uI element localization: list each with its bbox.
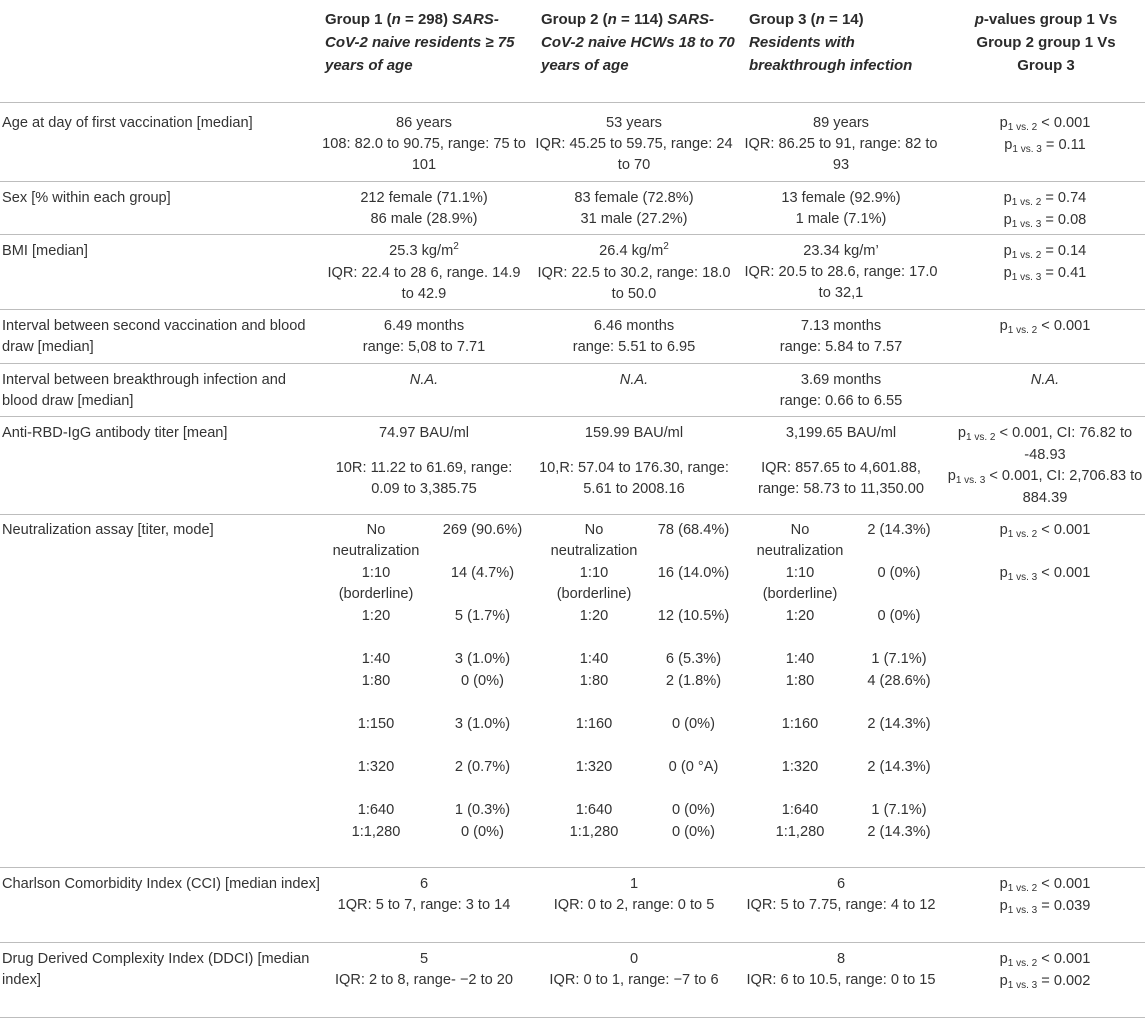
neut-g3-count: 0 (0%) bbox=[877, 608, 921, 624]
divider bbox=[0, 942, 1145, 943]
divider bbox=[0, 1017, 1145, 1018]
neut-pvalues: $p_{1 vs. 2} < 0.001$ $p_{1 vs. 3} < 0.001$ bbox=[999, 522, 1091, 583]
interval2-group2: 6.46 months range: 5.51 to 6.95 bbox=[572, 318, 696, 355]
rbd-group2: 159.99 BAU/ml 10,R: 57.04 to 176.30, range: 5.61 to 2008.16 bbox=[539, 425, 729, 497]
bmi-group3: 23.34 kg/m’ IQR: 20.5 to 28.6, range: 17.0 to 32,1 bbox=[744, 243, 938, 301]
neut-titer-label: 1:10 (borderline) bbox=[556, 565, 632, 602]
age-pvalues: $p_{1 vs. 2} < 0.001$ $p_{1 vs. 3} = 0.11$ bbox=[999, 115, 1091, 155]
neut-titer-label: 1:20 bbox=[785, 608, 815, 624]
header-group1: Group 1 (n = 298) SARS-CoV-2 naive residents ≥ 75 years of age bbox=[325, 11, 515, 74]
neut-g3-count: 0 (0%) bbox=[877, 565, 921, 581]
neut-g1-count: 2 (0.7%) bbox=[454, 759, 511, 775]
row-label-cci: Charlson Comorbidity Index (CCI) [median index] bbox=[2, 876, 320, 892]
neut-g1-count: 0 (0%) bbox=[461, 673, 504, 689]
neut-g3-count: 2 (14.3%) bbox=[867, 759, 931, 775]
age-group2: 53 years IQR: 45.25 to 59.75, range: 24 to 70 bbox=[535, 115, 733, 173]
intervalb-group1: N.A. bbox=[409, 372, 439, 388]
row-label-sex: Sex [% within each group] bbox=[2, 190, 171, 206]
neut-titer-label: 1:640 bbox=[575, 802, 613, 818]
neut-g2-count: 0 (0%) bbox=[672, 802, 715, 818]
neut-titer-label: No neutralization bbox=[756, 522, 844, 559]
neut-g2-count: 78 (68.4%) bbox=[657, 522, 730, 538]
ddci-group1: 5 IQR: 2 to 8, range- −2 to 20 bbox=[334, 951, 514, 988]
ddci-pvalues: $p_{1 vs. 2} < 0.001$ $p_{1 vs. 3} = 0.002$ bbox=[999, 951, 1091, 991]
neut-titer-label: 1:640 bbox=[357, 802, 395, 818]
row-label-age: Age at day of first vaccination [median] bbox=[2, 115, 253, 131]
neut-titer-label: 1:80 bbox=[579, 673, 609, 689]
neut-g3-count: 1 (7.1%) bbox=[871, 802, 927, 818]
neut-g2-count: 0 (0%) bbox=[672, 824, 715, 840]
divider bbox=[0, 363, 1145, 364]
neut-titer-label: 1:40 bbox=[785, 651, 815, 667]
interval2-group1: 6.49 months range: 5,08 to 7.71 bbox=[362, 318, 486, 355]
neut-titer-label: 1:80 bbox=[361, 673, 391, 689]
divider bbox=[0, 181, 1145, 182]
sex-group3: 13 female (92.9%) 1 male (7.1%) bbox=[781, 190, 901, 227]
neut-g3-count: 2 (14.3%) bbox=[867, 716, 931, 732]
intervalb-pvalues: N.A. bbox=[1030, 372, 1060, 388]
neut-titer-label: 1:640 bbox=[781, 802, 819, 818]
neut-titer-label: 1:150 bbox=[357, 716, 395, 732]
cci-group3: 6 IQR: 5 to 7.75, range: 4 to 12 bbox=[746, 876, 936, 913]
ddci-group2: 0 IQR: 0 to 1, range: −7 to 6 bbox=[549, 951, 719, 988]
neut-g2-count: 16 (14.0%) bbox=[657, 565, 730, 581]
ddci-group3: 8 IQR: 6 to 10.5, range: 0 to 15 bbox=[746, 951, 936, 988]
header-pvalues: p-values group 1 Vs Group 2 group 1 Vs Group 3 bbox=[974, 11, 1118, 74]
sex-group1: 212 female (71.1%) 86 male (28.9%) bbox=[360, 190, 488, 227]
neut-g3-count: 1 (7.1%) bbox=[871, 651, 927, 667]
neut-titer-label: 1:20 bbox=[579, 608, 609, 624]
neut-titer-label: 1:20 bbox=[361, 608, 391, 624]
neut-g1-count: 0 (0%) bbox=[461, 824, 504, 840]
header-group3: Group 3 (n = 14) Residents with breakthrough infection bbox=[749, 11, 913, 74]
divider bbox=[0, 102, 1145, 103]
neut-titer-label: 1:10 (borderline) bbox=[762, 565, 838, 602]
cci-group1: 6 1QR: 5 to 7, range: 3 to 14 bbox=[337, 876, 511, 913]
rbd-group1: 74.97 BAU/ml 10R: 11.22 to 61.69, range: 0.09 to 3,385.75 bbox=[335, 425, 513, 497]
neut-g1-count: 3 (1.0%) bbox=[454, 716, 511, 732]
neut-titer-label: 1:1,280 bbox=[775, 824, 825, 840]
neut-g1-count: 14 (4.7%) bbox=[450, 565, 515, 581]
neut-g3-count: 4 (28.6%) bbox=[867, 673, 931, 689]
divider bbox=[0, 416, 1145, 417]
neut-titer-label: 1:1,280 bbox=[569, 824, 619, 840]
rbd-pvalues: $p_{1 vs. 2} < 0.001$, CI: 76.82 to -48.93 $p_{1 vs. 3} < 0.001$, CI: 2,706.83 to 884.39 bbox=[947, 425, 1143, 506]
intervalb-group2: N.A. bbox=[619, 372, 649, 388]
neut-titer-label: 1:320 bbox=[575, 759, 613, 775]
neut-g3-count: 2 (14.3%) bbox=[867, 522, 931, 538]
row-label-ddci: Drug Derived Complexity Index (DDCI) [median index] bbox=[2, 951, 310, 988]
row-label-neutralization: Neutralization assay [titer, mode] bbox=[2, 522, 214, 538]
neut-titer-label: 1:40 bbox=[579, 651, 609, 667]
neut-titer-label: 1:160 bbox=[781, 716, 819, 732]
neut-g3-count: 2 (14.3%) bbox=[867, 824, 931, 840]
divider bbox=[0, 234, 1145, 235]
neut-g2-count: 12 (10.5%) bbox=[657, 608, 730, 624]
neut-titer-label: 1:1,280 bbox=[351, 824, 401, 840]
neut-g2-count: 2 (1.8%) bbox=[665, 673, 722, 689]
divider bbox=[0, 867, 1145, 868]
neut-titer-label: 1:160 bbox=[575, 716, 613, 732]
age-group1: 86 years 108: 82.0 to 90.75, range: 75 to 101 bbox=[322, 115, 526, 173]
neut-g1-count: 5 (1.7%) bbox=[454, 608, 511, 624]
neut-g2-count: 0 (0 °A) bbox=[668, 759, 719, 775]
bmi-group2: 26.4 $kg/m^2$ IQR: 22.5 to 30.2, range: 18.0 to 50.0 bbox=[537, 241, 731, 302]
bmi-group1: 25.3 $kg/m^2$ IQR: 22.4 to 28 6, range. 14.9 to 42.9 bbox=[327, 241, 521, 302]
row-label-bmi: BMI [median] bbox=[2, 243, 88, 259]
neut-g1-count: 3 (1.0%) bbox=[454, 651, 511, 667]
rbd-group3: 3,199.65 BAU/ml IQR: 857.65 to 4,601.88, range: 58.73 to 11,350.00 bbox=[757, 425, 925, 497]
cci-pvalues: $p_{1 vs. 2} < 0.001$ $p_{1 vs. 3} = 0.039$ bbox=[999, 876, 1091, 916]
neut-titer-label: No neutralization bbox=[332, 522, 420, 559]
row-label-rbd-titer: Anti-RBD-IgG antibody titer [mean] bbox=[2, 425, 228, 441]
neut-titer-label: 1:10 (borderline) bbox=[338, 565, 414, 602]
row-label-interval-breakthrough: Interval between breakthrough infection and blood draw [median] bbox=[2, 372, 286, 409]
sex-group2: 83 female (72.8%) 31 male (27.2%) bbox=[574, 190, 694, 227]
neut-g1-count: 1 (0.3%) bbox=[454, 802, 511, 818]
neut-titer-label: 1:320 bbox=[781, 759, 819, 775]
neut-titer-label: 1:320 bbox=[357, 759, 395, 775]
neut-g2-count: 6 (5.3%) bbox=[665, 651, 722, 667]
neut-g1-count: 269 (90.6%) bbox=[442, 522, 523, 538]
interval2-group3: 7.13 months range: 5.84 to 7.57 bbox=[779, 318, 903, 355]
neut-titer-label: 1:40 bbox=[361, 651, 391, 667]
header-group2: Group 2 (n = 114) SARS-CoV-2 naive HCWs 18 to 70 years of age bbox=[541, 11, 735, 74]
neut-titer-label: 1:80 bbox=[785, 673, 815, 689]
neut-g2-count: 0 (0%) bbox=[672, 716, 715, 732]
neut-titer-label: No neutralization bbox=[550, 522, 638, 559]
interval2-pvalues: $p_{1 vs. 2} < 0.001$ bbox=[999, 318, 1091, 336]
bmi-pvalues: $p_{1 vs. 2} = 0.14$ $p_{1 vs. 3} = 0.41$ bbox=[1003, 243, 1087, 283]
intervalb-group3: 3.69 months range: 0.66 to 6.55 bbox=[779, 372, 903, 409]
age-group3: 89 years IQR: 86.25 to 91, range: 82 to 93 bbox=[744, 115, 938, 173]
cci-group2: 1 IQR: 0 to 2, range: 0 to 5 bbox=[553, 876, 715, 913]
divider bbox=[0, 309, 1145, 310]
sex-pvalues: $p_{1 vs. 2} = 0.74$ $p_{1 vs. 3} = 0.08$ bbox=[1003, 190, 1087, 230]
row-label-interval-second-vaccination: Interval between second vaccination and blood draw [median] bbox=[2, 318, 306, 355]
divider bbox=[0, 514, 1145, 515]
